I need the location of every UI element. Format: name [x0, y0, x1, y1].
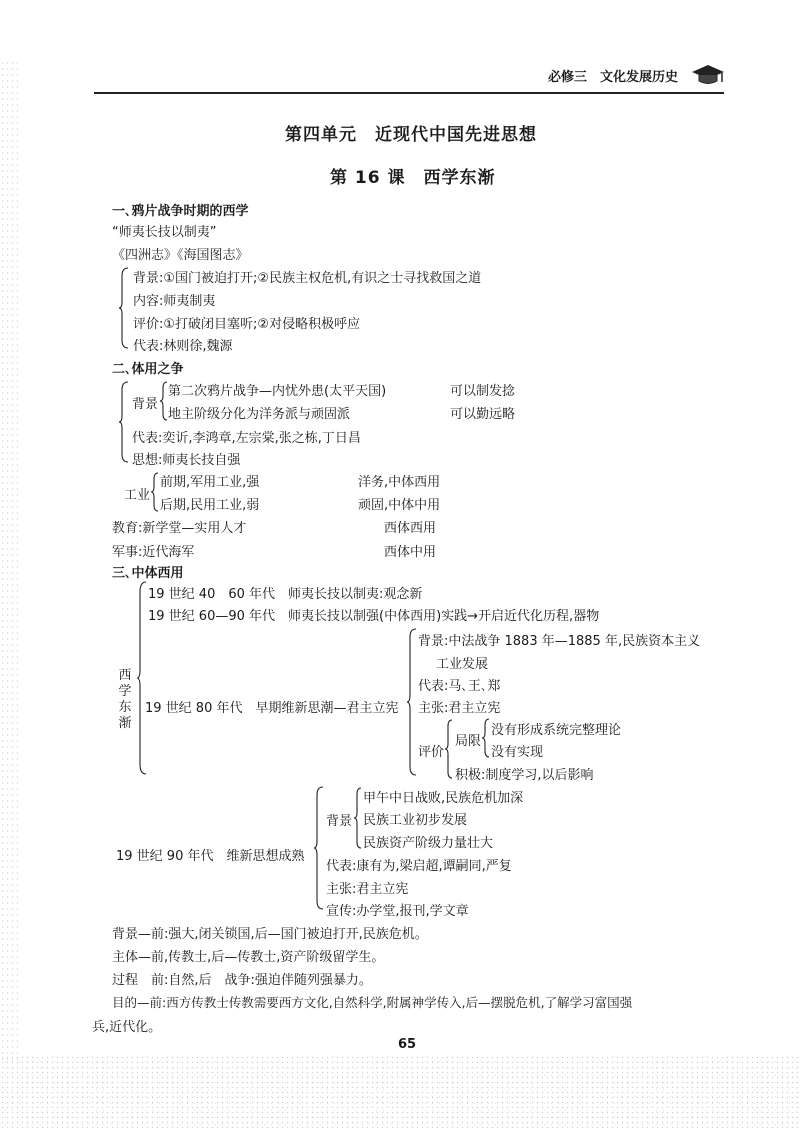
section1-line1: “师夷长技以制夷”: [112, 225, 217, 240]
summary-line: 背景—前:强大,闭关锁国,后—国门被迫打开,民族危机｡: [112, 927, 422, 942]
brace-pingjia: [444, 718, 454, 780]
summary-line: 目的—前:西方传教士传教需要西方文化,自然科学,附属神学传入,后—摆脱危机,了解学习富国强: [112, 995, 633, 1010]
row3-juxian: 局限: [455, 734, 482, 749]
section2-sixiang: 思想:师夷长技自强: [132, 453, 241, 468]
row3-daibiao: 代表:马､王､郑: [418, 679, 501, 694]
scan-noise-left: [0, 60, 18, 1060]
section1-heading: 一､鸦片战争时期的西学: [112, 204, 249, 219]
section3-side-label: 西学东渐: [118, 668, 132, 731]
section2-gongye-right: 顽固,中体中用: [358, 498, 441, 513]
brace-row4-bg: [353, 786, 363, 850]
row4-bg-label: 背景: [326, 814, 353, 829]
section2-bg-label: 背景: [132, 397, 159, 412]
summary-line: 过程 前:自然,后 战争:强迫伴随列强暴力｡: [112, 973, 366, 988]
section2-junshi-right: 西体中用: [384, 545, 437, 560]
section3-row4-left: 19 世纪 90 年代 维新思想成熟: [116, 849, 305, 864]
brace-row4: [313, 785, 325, 913]
brace-section3: [136, 580, 148, 776]
page-number: 65: [398, 1037, 417, 1052]
brace-section2-gongye: [150, 471, 160, 513]
section2-bg-item: 地主阶级分化为洋务派与顽固派: [168, 407, 351, 422]
section2-heading: 二､体用之争: [112, 362, 184, 377]
brace-row3: [406, 627, 418, 777]
section2-jiaoyu: 教育:新学堂—实用人才: [112, 521, 247, 536]
header-label: 必修三 文化发展历史: [548, 70, 679, 85]
section2-gongye-item: 前期,军用工业,强: [160, 475, 260, 490]
section1-item: 内容:师夷制夷: [133, 294, 216, 309]
summary-line: 兵,近代化｡: [92, 1020, 155, 1035]
section3-row3-left: 19 世纪 80 年代 早期维新思潮—君主立宪: [145, 701, 399, 716]
row4-bg-item: 甲午中日战败,民族危机加深: [363, 791, 524, 806]
section2-bg-right: 可以勤远略: [450, 407, 516, 422]
row3-jiji: 积极:制度学习,以后影响: [455, 768, 594, 783]
section2-gongye-label: 工业: [124, 488, 151, 503]
summary-line: 主体—前,传教士,后—传教士,资产阶级留学生｡: [112, 950, 378, 965]
section2-gongye-item: 后期,民用工业,弱: [160, 498, 260, 513]
row3-pingjia: 评价: [418, 745, 445, 760]
section1-line2: 《四洲志》《海国图志》: [112, 248, 249, 263]
header-rule: [94, 92, 724, 94]
brace-juxian: [481, 717, 491, 759]
section2-junshi: 军事:近代海军: [112, 545, 195, 560]
unit-title: 第四单元 近现代中国先进思想: [285, 125, 537, 145]
section3-row2: 19 世纪 60—90 年代 师夷长技以制强(中体西用)实践→开启近代化历程,器物: [148, 609, 600, 624]
row4-bg-item: 民族工业初步发展: [363, 813, 468, 828]
section2-bg-item: 第二次鸦片战争—内忧外患(太平天国): [168, 384, 387, 399]
scan-noise-bottom: [0, 1055, 800, 1131]
section1-item: 代表:林则徐,魏源: [133, 339, 233, 354]
row4-xuanchuan: 宣传:办学堂,报刊,学文章: [326, 904, 469, 919]
section2-daibiao: 代表:奕䜣,李鸿章,左宗棠,张之栋,丁日昌: [132, 431, 361, 446]
section2-jiaoyu-right: 西体西用: [384, 521, 437, 536]
section3-row1: 19 世纪 40 60 年代 师夷长技以制夷:观念新: [148, 587, 423, 602]
section1-item: 评价:①打破闭目塞听;②对侵略积极呼应: [133, 317, 361, 332]
row4-bg-item: 民族资产阶级力量壮大: [363, 836, 494, 851]
section2-bg-right: 可以制发捻: [450, 384, 516, 399]
graduation-cap-icon: [690, 62, 726, 86]
section2-gongye-right: 洋务,中体西用: [358, 475, 441, 490]
section3-heading: 三､中体西用: [112, 566, 184, 581]
row3-juxian-item: 没有实现: [491, 745, 544, 760]
section1-item: 背景:①国门被迫打开;②民族主权危机,有识之士寻找救国之道: [133, 271, 482, 286]
brace-section1: [118, 266, 130, 350]
row3-juxian-item: 没有形成系统完整理论: [491, 723, 622, 738]
row4-daibiao: 代表:康有为,梁启超,谭嗣同,严复: [326, 859, 512, 874]
row4-zhuzhang: 主张:君主立宪: [326, 882, 409, 897]
row3-beijing2: 工业发展: [436, 657, 489, 672]
lesson-title: 第 16 课 西学东渐: [330, 168, 496, 188]
row3-beijing1: 背景:中法战争 1883 年—1885 年,民族资本主义: [418, 634, 701, 649]
brace-section2: [118, 380, 130, 464]
row3-zhuzhang: 主张:君主立宪: [418, 701, 501, 716]
